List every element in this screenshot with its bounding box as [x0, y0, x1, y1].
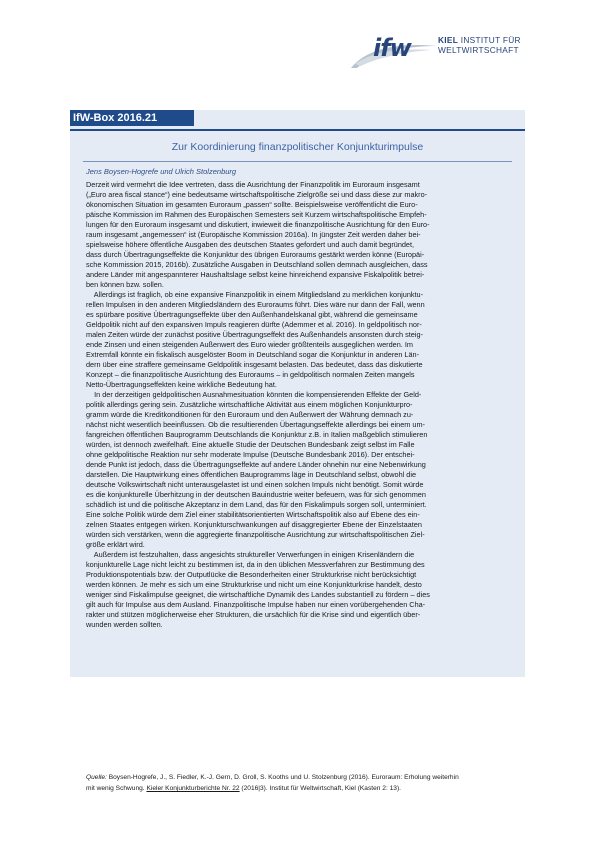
text-line: dern über eine straffere gemeinsame Geldpolitik insgesamt belasten. Das bedeutet, dass das diskutierte [86, 360, 423, 369]
source-citation-end: (2016|3). Institut für Weltwirtschaft, Kiel (Kasten 2: 13). [239, 785, 401, 792]
text-line: gramm würde die Kreditkonditionen für den Euroraum und den Außenwert der Währung demnach zu- [86, 410, 414, 419]
box-top-rule [70, 129, 525, 131]
text-line: dende Punkt ist jedoch, dass die Übertragungseffekte auf andere Länder ohnehin nur eine Nebenwirkung [86, 460, 426, 469]
text-line: ökonomischen Situation im gesamten Euroraum „passen“ sollte. Beispielsweise veröffentlicht die Euro- [86, 200, 418, 209]
logo-kiel: KIEL [438, 35, 459, 45]
text-line: es spürbare positive Übertragungseffekte über den Außenhandelskanal gibt, während die gemeinsame [86, 310, 418, 319]
text-line: Geldpolitik nicht auf den expansiven Impuls reagieren dürfte (Ademmer et al. 2016). In geldpolitisch nor- [86, 320, 422, 329]
text-line: spielsweise höhere öffentliche Ausgaben des deutschen Staates gefordert und auch damit begründet, [86, 240, 415, 249]
text-line: gilt auch für Impulse aus dem Ausland. Finanzpolitische Impulse haben nur einen vorübergehenden Cha- [86, 600, 426, 609]
text-line: schädlich ist und die politische Akzeptanz in dem Land, das für den Fiskalimpuls sorgen soll, unterminiert. [86, 500, 427, 509]
text-line: fangreichen öffentlichen Bauprogramm Deutschlands die Konjunktur z.B. in Italien maßgeblich stimulieren [86, 430, 428, 439]
source-citation-cont: mit wenig Schwung. [86, 785, 147, 792]
text-line: werden können. Je mehr es sich um eine Strukturkrise und nicht um eine Konjunkturkrise handelt, desto [86, 580, 422, 589]
text-line: Eine solche Politik würde dem Ziel einer stabilitätsorientierten Wirtschaftspolitik also auf Ebene des ein- [86, 510, 420, 519]
source-citation: Boysen-Hogrefe, J., S. Fiedler, K.-J. Gern, D. Groll, S. Kooths und U. Stolzenburg (2016). Euroraum: Erholung weiterhin [106, 774, 459, 781]
box-title: Zur Koordinierung finanzpolitischer Konjunkturimpulse [171, 141, 424, 153]
text-line: Außerdem ist festzuhalten, dass angesichts struktureller Verwerfungen in einigen Krisenländern die [86, 550, 415, 559]
text-line: größe erklärt wird. [86, 540, 145, 549]
text-line: konjunkturelle Lage nicht leicht zu bestimmen ist, da in den üblichen Messverfahren zur Bestimmung des [86, 560, 425, 569]
logo-mark: ifw [373, 34, 411, 62]
title-rule [83, 161, 512, 162]
text-line: dass durch Übertragungseffekte die Konjunktur des übrigen Euroraums gestärkt werden könne (Europäi- [86, 250, 425, 259]
text-line: Netto-Übertragungseffekten keine wirkliche Bedeutung hat. [86, 380, 277, 389]
text-line: ohne geldpolitische Reaktion nur sehr moderate Impulse (Deutsche Bundesbank 2016). Der entschei- [86, 450, 415, 459]
source-report-link[interactable]: Kieler Konjunkturberichte Nr. 22 [146, 785, 240, 792]
source-label: Quelle: [86, 774, 107, 781]
text-line: weniger sind Fiskalimpulse geeignet, die wirtschaftliche Dynamik des Landes substantiell zu fördern – dies [86, 590, 430, 599]
text-line: andere Länder mit angespannterer Haushaltslage selbst keine hinreichend expansive Fiskalpolitik betrei- [86, 270, 425, 279]
logo-weltwirtschaft: WELTWIRTSCHAFT [438, 45, 519, 55]
text-line: würden sich verstärken, wenn die aggregierte finanzpolitische Ausrichtung zur wirtschaftspolitischen Ziel- [86, 530, 425, 539]
box-authors: Jens Boysen-Hogrefe und Ulrich Stolzenburg [86, 167, 237, 176]
source-note [86, 772, 526, 794]
text-line: nächst nicht wesentlich beeinflussen. Ob die resultierenden Übertagungseffekte allerdings bei einem um- [86, 420, 425, 429]
text-line: malen Zeiten würde der zunächst positive Übertragungseffekt des Außenhandels ansonsten durch steig- [86, 330, 423, 339]
text-line: sche Kommission 2015, 2016b). Zusätzliche Ausgaben in Deutschland sollen demnach ausgleichen, dass [86, 260, 428, 269]
text-line: rakter und stützen möglicherweise eher Strukturen, die ursächlich für die Krise sind und eigentlich über- [86, 610, 421, 619]
text-line: es die konjunkturelle Überhitzung in der deutschen Bauindustrie weiter befeuern, was für sich genommen [86, 490, 426, 499]
text-line: darstellen. Die Hauptwirkung eines öffentlichen Bauprogramms läge in Deutschland selbst, obwohl die [86, 470, 417, 479]
text-line: wunden werden sollten. [86, 620, 163, 629]
text-line: päische Kommission im Rahmen des Europäischen Semesters seit Kurzem wirtschaftspolitische Empfeh- [86, 210, 427, 219]
logo-institute-name [438, 35, 521, 55]
text-line: In der derzeitigen geldpolitischen Ausnahmesituation könnten die kompensierenden Effekte der Geld- [86, 390, 422, 399]
text-line: („Euro area fiscal stance“) eine bedeutsame wirtschaftspolitische Zielgröße sei und dass diese zur makro- [86, 190, 428, 199]
text-line: deutsche Volkswirtschaft nicht unterausgelastet ist und einen solchen Impuls nicht benötigt. Somit würde [86, 480, 424, 489]
text-line: ben können bzw. sollen. [86, 280, 164, 289]
text-line: würden, ist dennoch zweifelhaft. Eine aktuelle Studie der Deutschen Bundesbank zeigt selbst im Falle [86, 440, 415, 449]
text-line: lungen für den Euroraum insgesamt und diskutiert, inwieweit die finanzpolitische Ausrichtung für den Euro- [86, 220, 430, 229]
text-line: politik allerdings gering sein. Zusätzliche wirtschaftliche Aktivität aus einem möglichen Konjunkturpro- [86, 400, 413, 409]
text-line: rellen Impulsen in den anderen Mitgliedsländern des Euroraums führt. Dies wäre nur dann der Fall, wenn [86, 300, 425, 309]
box-label: IfW-Box 2016.21 [70, 110, 194, 126]
text-line: Extremfall könnte ein fiskalisch ausgelöster Boom in Deutschland sogar die Konjunktur in anderen Län- [86, 350, 420, 359]
logo-institut-fuer: INSTITUT FÜR [458, 35, 521, 45]
text-line: ende Zinsen und einen steigenden Außenwert des Euro wieder größtenteils ausgeglichen werden. Im [86, 340, 413, 349]
box-body-text [86, 180, 513, 630]
text-line: zelnen Staates entgegen wirken. Konjunkturschwankungen auf disaggregierter Ebene der Einzelstaaten [86, 520, 422, 529]
text-line: Allerdings ist fraglich, ob eine expansive Finanzpolitik in einem Mitgliedsland zu merklichen konjunktu- [86, 290, 424, 299]
text-line: Produktionspotentials bzw. der Outputlücke die Besonderheiten einer Strukturkrise nicht berücksichtigt [86, 570, 417, 579]
ifw-logo[interactable] [345, 28, 520, 70]
text-line: Konzept – die finanzpolitische Ausrichtung des Euroraums – in geldpolitisch normalen Zeiten mangels [86, 370, 415, 379]
text-line: raum insgesamt „angemessen“ ist (Europäische Kommission 2016a). In jüngster Zeit werden daher bei- [86, 230, 421, 239]
text-line: Derzeit wird vermehrt die Idee vertreten, dass die Ausrichtung der Finanzpolitik im Euroraum insgesamt [86, 180, 420, 189]
